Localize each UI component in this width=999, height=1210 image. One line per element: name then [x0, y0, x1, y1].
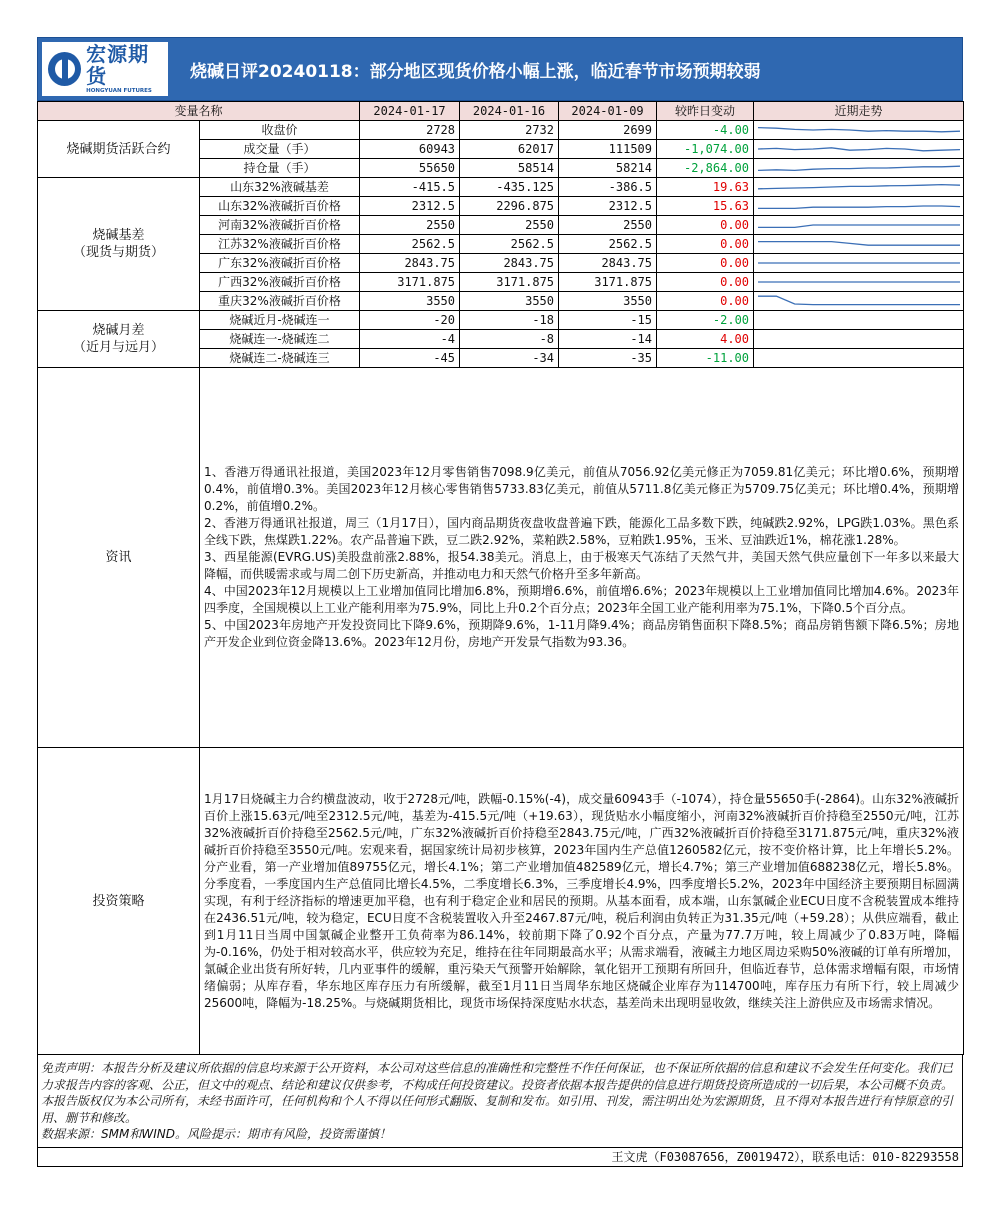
row-label: 广西32%液碱折百价格: [200, 273, 360, 292]
value-date-3: 2699: [559, 121, 657, 140]
group-label: [38, 311, 200, 368]
change-value: -1,074.00: [657, 140, 754, 159]
value-date-1: 60943: [360, 140, 460, 159]
author-contact: 王文虎（F03087656，Z0019472），联系电话：010-82293558: [37, 1148, 963, 1167]
row-label: 河南32%液碱折百价格: [200, 216, 360, 235]
value-date-1: 2562.5: [360, 235, 460, 254]
value-date-1: 55650: [360, 159, 460, 178]
row-label: 收盘价: [200, 121, 360, 140]
value-date-2: 2562.5: [460, 235, 559, 254]
news-label: 资讯: [38, 368, 200, 748]
value-date-1: -20: [360, 311, 460, 330]
value-date-2: 2843.75: [460, 254, 559, 273]
trend-sparkline: [754, 216, 964, 235]
trend-sparkline: [754, 197, 964, 216]
group-sub: （近月与远月）: [72, 340, 164, 355]
value-date-3: -15: [559, 311, 657, 330]
value-date-3: -14: [559, 330, 657, 349]
value-date-1: 2550: [360, 216, 460, 235]
trend-line: [758, 242, 960, 246]
page-title: 烧碱日评20240118：部分地区现货价格小幅上涨，临近春节市场预期较弱: [190, 61, 761, 82]
trend-line: [758, 225, 960, 227]
trend-line: [758, 166, 960, 170]
value-date-2: 2550: [460, 216, 559, 235]
trend-line: [758, 296, 960, 304]
report-banner: [37, 37, 963, 101]
value-date-2: -34: [460, 349, 559, 368]
value-date-3: 58214: [559, 159, 657, 178]
value-date-1: -4: [360, 330, 460, 349]
strategy-row: [38, 748, 964, 1055]
strategy-content: 1月17日烧碱主力合约横盘波动，收于2728元/吨，跌幅-0.15%(-4)，成交量60943手（-1074），持仓量55650手(-2864)。山东32%液碱折百价上涨15.63元/吨至2312.5元/吨，基差为-415.5元/吨（+19.63），现货贴水小幅度缩小，河南32%液碱折百价持稳至2550元/吨，江苏32%液碱折百价持稳至2562.5元/吨，广东32%液碱折百价持稳至2843.75元/吨，广西32%液碱折百价持稳至3171.875元/吨，重庆32%液碱折百价持稳至3550元/吨。宏观来看，据国家统计局初步核算，2023年国内生产总值1260582亿元，按不变价格计算，比上年增长5.2%。分产业看，第一产业增加值89755亿元，增长4.1%；第二产业增加值482589亿元，增长4.7%；第三产业增加值688238亿元，增长5.8%。分季度看，一季度国内生产总值同比增长4.5%，二季度增长6.3%，三季度增长4.9%，四季度增长5.2%，2023年中国经济主要预期目标圆满实现，有利于经济指标的增速更加平稳，也有利于稳定企业和居民的预期。从基本面看，成本端，山东氯碱企业ECU日度不含税装置成本维持在2436.51元/吨，较为稳定，ECU日度不含税装置收入升至2467.87元/吨，税后利润由负转正为31.35元/吨（+59.28）；从供应端看，截止到1月11日当周中国氯碱企业整开工负荷率为86.14%，较前期下降了0.92个百分点，产量为77.7万吨，较上周减少了0.83万吨，降幅为-0.16%，仍处于相对较高水平，供应较为充足，维持在往年同期最高水平；从需求端看，液碱主力地区周边采购50%液碱的订单有所增加，氯碱企业出货有所好转，几内亚事件的缓解，重污染天气预警开始解除，氧化铝开工预期有所回升，但临近春节，总体需求增幅有限，市场情绪偏弱；从库存看，华东地区库存压力有所缓解，截至1月11日当周华东地区烧碱企业库存为114700吨，库存压力有所下行，较上周减少25600吨，降幅为-18.25%。与烧碱期货相比，现货市场保持深度贴水状态，基差尚未出现明显收敛，继续关注上游供应及市场需求情况。: [200, 748, 964, 1055]
group-label: [38, 178, 200, 311]
value-date-2: 2732: [460, 121, 559, 140]
change-value: 0.00: [657, 254, 754, 273]
logo-en: HONGYUAN FUTURES: [86, 88, 152, 94]
value-date-3: 2312.5: [559, 197, 657, 216]
group-sub: （现货与期货）: [72, 245, 164, 260]
row-label: 重庆32%液碱折百价格: [200, 292, 360, 311]
trend-sparkline: [754, 292, 964, 311]
trend-line: [758, 128, 960, 132]
value-date-2: 62017: [460, 140, 559, 159]
value-date-1: 2728: [360, 121, 460, 140]
logo-cn: 宏源期货: [86, 42, 150, 88]
value-date-3: 3171.875: [559, 273, 657, 292]
news-row: [38, 368, 964, 748]
trend-sparkline: [754, 254, 964, 273]
news-paragraph: 5、中国2023年房地产开发投资同比下降9.6%，预期降9.6%，1-11月降9.4%；商品房销售面积下降8.5%；商品房销售额下降6.5%；房地产开发企业到位资金降13.6%。2023年12月份，房地产开发景气指数为93.36。: [204, 618, 960, 649]
trend-line: [758, 185, 960, 189]
value-date-3: 2550: [559, 216, 657, 235]
value-date-3: -386.5: [559, 178, 657, 197]
value-date-3: -35: [559, 349, 657, 368]
news-content: [200, 368, 964, 748]
trend-sparkline: [754, 273, 964, 292]
value-date-2: 58514: [460, 159, 559, 178]
news-paragraph: 1、香港万得通讯社报道，美国2023年12月零售销售7098.9亿美元，前值从7056.92亿美元修正为7059.81亿美元；环比增0.6%，预期增0.4%，前值增0.3%。美国2023年12月核心零售销售5733.83亿美元，前值从5711.8亿美元修正为5709.75亿美元；环比增0.4%，预期增0.2%，前值增0.2%。: [204, 465, 960, 513]
row-label: 烧碱近月-烧碱连一: [200, 311, 360, 330]
row-label: 烧碱连一-烧碱连二: [200, 330, 360, 349]
row-label: 持仓量（手）: [200, 159, 360, 178]
row-label: 江苏32%液碱折百价格: [200, 235, 360, 254]
disclaimer-text: 免责声明：本报告分析及建议所依据的信息均来源于公开资料，本公司对这些信息的准确性和完整性不作任何保证，也不保证所依据的信息和建议不会发生任何变化。我们已力求报告内容的客观、公正，但文中的观点、结论和建议仅供参考，不构成任何投资建议。投资者依据本报告提供的信息进行期货投资所造成的一切后果，本公司概不负责。本报告版权仅为本公司所有，未经书面许可，任何机构和个人不得以任何形式翻版、复制和发布。如引用、刊发，需注明出处为宏源期货，且不得对本报告进行有悖原意的引用、删节和修改。: [41, 1061, 954, 1125]
trend-sparkline: [754, 121, 964, 140]
trend-sparkline: [754, 235, 964, 254]
row-label: 山东32%液碱基差: [200, 178, 360, 197]
row-label: 成交量（手）: [200, 140, 360, 159]
table-header: [38, 102, 964, 121]
change-value: 0.00: [657, 216, 754, 235]
change-value: 19.63: [657, 178, 754, 197]
header-date-1: 2024-01-17: [360, 102, 460, 121]
group-label: [38, 121, 200, 178]
change-value: -2.00: [657, 311, 754, 330]
group-name: 烧碱期货活跃合约: [66, 141, 171, 157]
change-value: 0.00: [657, 273, 754, 292]
change-value: 4.00: [657, 330, 754, 349]
table-row: [38, 178, 964, 197]
news-paragraph: 3、西星能源(EVRG.US)美股盘前涨2.88%，报54.38美元。消息上，由于极寒天气冻结了天然气井，美国天然气供应量创下一年多以来最大降幅，而供暖需求或与周二创下历史新高，并推动电力和天然气价格升至多年新高。: [204, 550, 960, 581]
header-date-2: 2024-01-16: [460, 102, 559, 121]
value-date-3: 2843.75: [559, 254, 657, 273]
trend-line: [758, 148, 960, 151]
change-value: 0.00: [657, 235, 754, 254]
trend-sparkline: [754, 178, 964, 197]
value-date-1: 2843.75: [360, 254, 460, 273]
value-date-2: 3550: [460, 292, 559, 311]
value-date-2: -18: [460, 311, 559, 330]
row-label: 烧碱连二-烧碱连三: [200, 349, 360, 368]
company-logo: [42, 42, 168, 96]
change-value: -11.00: [657, 349, 754, 368]
header-var-name: 变量名称: [38, 102, 360, 121]
trend-sparkline: [754, 140, 964, 159]
row-label: 山东32%液碱折百价格: [200, 197, 360, 216]
data-table: [37, 101, 964, 1055]
value-date-1: 3171.875: [360, 273, 460, 292]
table-row: [38, 121, 964, 140]
value-date-1: 3550: [360, 292, 460, 311]
value-date-3: 111509: [559, 140, 657, 159]
table-row: [38, 311, 964, 330]
group-name: 烧碱基差: [92, 228, 145, 243]
group-name: 烧碱月差: [92, 323, 145, 338]
data-source: 数据来源：SMM和WIND。风险提示：期市有风险，投资需谨慎！: [41, 1127, 391, 1141]
value-date-2: -8: [460, 330, 559, 349]
strategy-label: 投资策略: [38, 748, 200, 1055]
value-date-3: 3550: [559, 292, 657, 311]
header-change: 较昨日变动: [657, 102, 754, 121]
value-date-1: 2312.5: [360, 197, 460, 216]
logo-mark-icon: [48, 52, 81, 86]
row-label: 广东32%液碱折百价格: [200, 254, 360, 273]
change-value: 0.00: [657, 292, 754, 311]
trend-sparkline: [754, 311, 964, 330]
trend-sparkline: [754, 159, 964, 178]
header-date-3: 2024-01-09: [559, 102, 657, 121]
value-date-1: -45: [360, 349, 460, 368]
value-date-2: 3171.875: [460, 273, 559, 292]
trend-sparkline: [754, 330, 964, 349]
change-value: -4.00: [657, 121, 754, 140]
trend-line: [758, 206, 960, 208]
news-paragraph: 2、香港万得通讯社报道，周三（1月17日），国内商品期货夜盘收盘普遍下跌，能源化工品多数下跌，纯碱跌2.92%，LPG跌1.03%。黑色系全线下跌，焦煤跌1.22%。农产品普遍下跌，豆二跌2.92%，菜粕跌2.58%，豆粕跌1.95%，玉米、豆油跌近1%，棉花涨1.28%。: [204, 516, 960, 547]
value-date-2: -435.125: [460, 178, 559, 197]
report-sheet: [37, 37, 963, 1167]
value-date-1: -415.5: [360, 178, 460, 197]
disclaimer: [37, 1055, 963, 1148]
trend-sparkline: [754, 349, 964, 368]
value-date-2: 2296.875: [460, 197, 559, 216]
change-value: -2,864.00: [657, 159, 754, 178]
news-paragraph: 4、中国2023年12月规模以上工业增加值同比增加6.8%，预期增6.6%，前值增6.6%；2023年规模以上工业增加值同比增加4.6%。2023年四季度，全国规模以上工业产能利用率为75.9%，同比上升0.2个百分点；2023年全国工业产能利用率为75.1%，下降0.5个百分点。: [204, 584, 960, 615]
header-trend: 近期走势: [754, 102, 964, 121]
value-date-3: 2562.5: [559, 235, 657, 254]
change-value: 15.63: [657, 197, 754, 216]
